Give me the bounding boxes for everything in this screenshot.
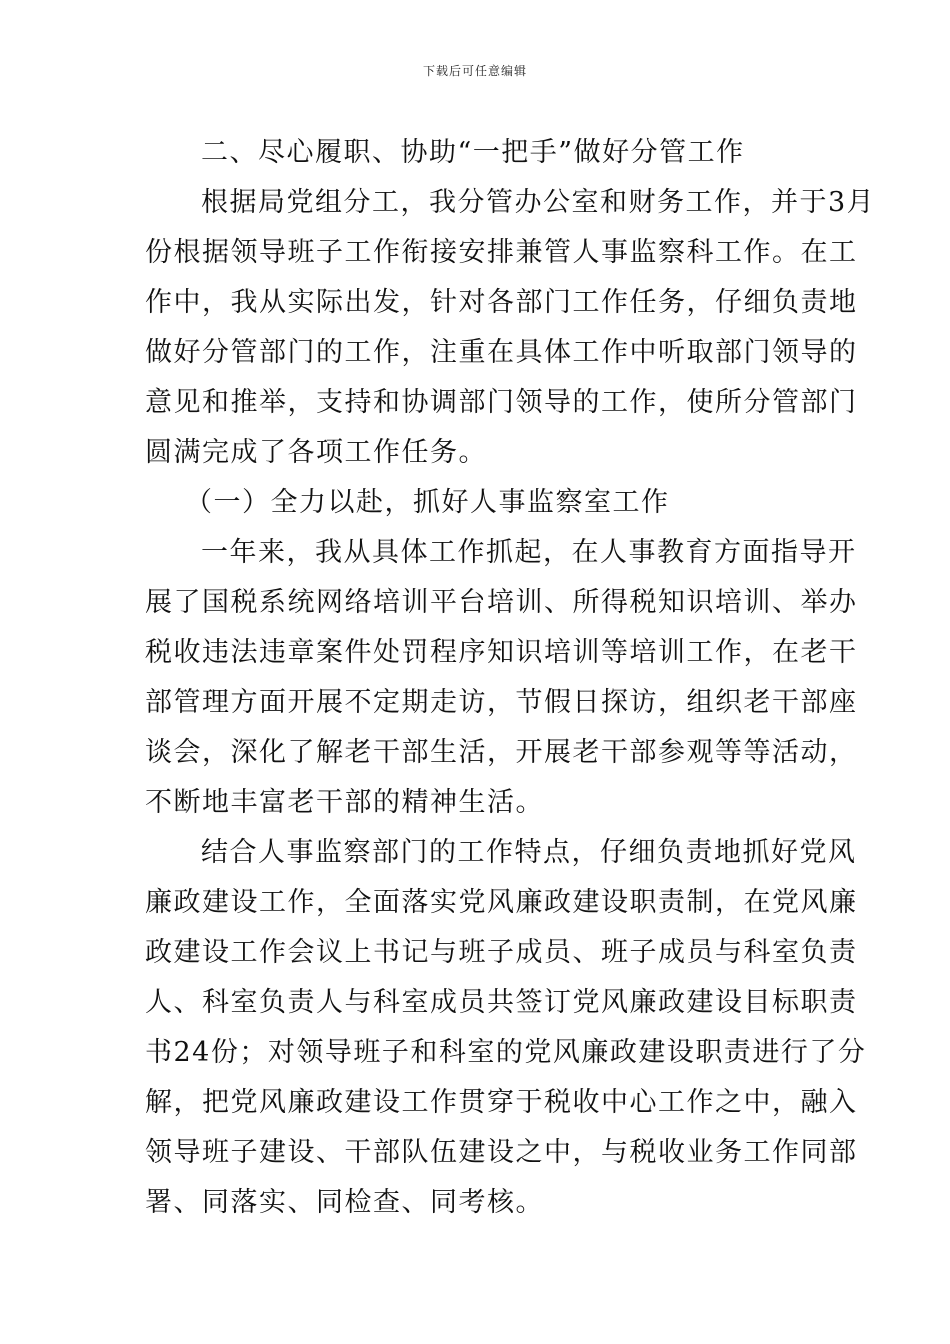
paragraph-line: 税收违法违章案件处罚程序知识培训等培训工作，在老干 bbox=[145, 637, 858, 668]
paragraph-line: 结合人事监察部门的工作特点，仔细负责地抓好党风 bbox=[201, 837, 857, 868]
section-heading: 二、尽心履职、协助“一把手”做好分管工作 bbox=[201, 137, 745, 168]
document-body bbox=[145, 128, 876, 1228]
paragraph-line: 不断地丰富老干部的精神生活。 bbox=[145, 787, 544, 818]
paragraph-line: 解，把党风廉政建设工作贯穿于税收中心工作之中，融入 bbox=[145, 1087, 858, 1118]
paragraph-line: 领导班子建设、干部队伍建设之中，与税收业务工作同部 bbox=[145, 1137, 858, 1168]
paragraph-line: 政建设工作会议上书记与班子成员、班子成员与科室负责 bbox=[145, 937, 858, 968]
paragraph-line: 廉政建设工作，全面落实党风廉政建设职责制，在党风廉 bbox=[145, 887, 858, 918]
paragraph-line: 圆满完成了各项工作任务。 bbox=[145, 437, 487, 468]
paragraph-line: 展了国税系统网络培训平台培训、所得税知识培训、举办 bbox=[145, 587, 858, 618]
paragraph-line: 一年来，我从具体工作抓起，在人事教育方面指导开 bbox=[201, 537, 857, 568]
header-note: 下载后可任意编辑 bbox=[422, 64, 527, 78]
paragraph-line: 根据局党组分工，我分管办公室和财务工作，并于3月 bbox=[201, 187, 876, 218]
paragraph-line: 书24份；对领导班子和科室的党风廉政建设职责进行了分 bbox=[145, 1037, 867, 1068]
paragraph-line: 做好分管部门的工作，注重在具体工作中听取部门领导的 bbox=[145, 337, 858, 368]
paragraph-line: 人、科室负责人与科室成员共签订党风廉政建设目标职责 bbox=[145, 987, 858, 1018]
paragraph-line: 份根据领导班子工作衔接安排兼管人事监察科工作。在工 bbox=[145, 237, 858, 268]
paragraph-line: 署、同落实、同检查、同考核。 bbox=[145, 1187, 544, 1218]
paragraph-line: 谈会，深化了解老干部生活，开展老干部参观等等活动， bbox=[145, 737, 858, 768]
paragraph-line: 意见和推举，支持和协调部门领导的工作，使所分管部门 bbox=[145, 387, 858, 418]
subsection-heading: （一）全力以赴，抓好人事监察室工作 bbox=[185, 487, 670, 518]
paragraph-line: 部管理方面开展不定期走访，节假日探访，组织老干部座 bbox=[145, 687, 858, 718]
paragraph-line: 作中，我从实际出发，针对各部门工作任务，仔细负责地 bbox=[145, 287, 858, 318]
